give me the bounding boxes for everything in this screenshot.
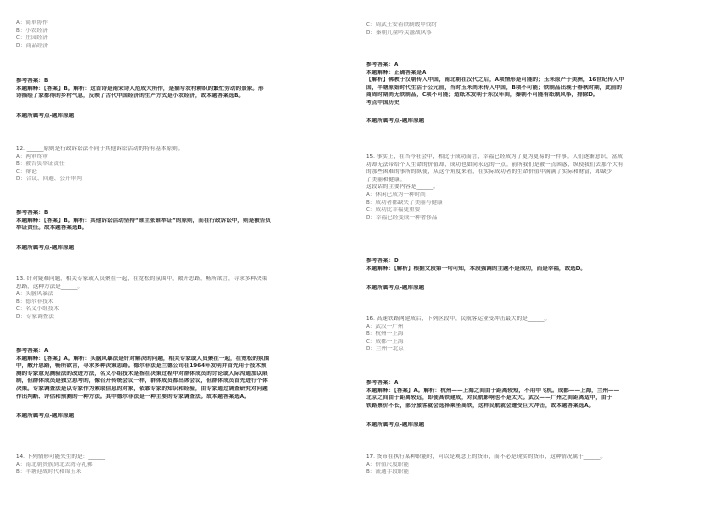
question-text: 12. ______原则是行政诉讼法不同于其他诉讼活动的特有基本原则。	[16, 146, 184, 152]
explanation-line: 诗描绘了家都得的乡村气息，反映了古代中国经济的生产方式是小农经济，故本题答案选B。	[16, 93, 245, 100]
explanation-line: 决策。专家调查法是以专家作为索取信息的对象，依靠专家的知识和经验，由专家通过调查研究对问题	[16, 385, 268, 392]
question-13	[16, 276, 362, 322]
question-text: 的那些困难的事所的纵使，从这个角度来看，在实际成功者的生命价值中满满了实际和财富，却缺少	[366, 169, 613, 176]
explanation-line: 测的专家意见测验法的改进方法，名义小组技术是指在决策过程中对群体成员的讨论或人际沟通加以限	[16, 370, 268, 377]
option-a: A：价值尺度职能	[366, 461, 409, 468]
option-b: B：杭州一上海	[366, 331, 404, 338]
question-text: 16. 高速铁路网建成后，下列区段中，民航客运业受冲击最大的是______。	[366, 316, 551, 322]
option-d: D：兰州一北京	[366, 346, 404, 353]
option-a: A：武汉一广州	[366, 323, 404, 330]
option-c: C：名义小组技术	[16, 306, 60, 313]
option-b: B：流通手段职能	[366, 469, 409, 476]
option-a: A：两审终审	[16, 153, 48, 160]
option-c: C：庄园经济	[16, 35, 48, 42]
explanation-line: 铁路票价不长，部分旅客就会选择乘坐高铁，这样民航就会遭受巨大冲击，故本题答案选A。	[366, 402, 595, 409]
option-a: A：简单协作	[16, 20, 48, 26]
question-text: 17. 货币在执行某种职能时，可以是观念上的货币，而不必是现实的货币，这种情况属于______。	[366, 454, 607, 460]
option-c: C：成功比幸福更重要	[366, 207, 421, 214]
explanation-line: 本题解释：【答案】B。解析：其他诉讼活动坚持“谁主张谁举证”的原则，而在行政诉讼中，则是被告负	[16, 217, 271, 224]
option-b: B：小农经济	[16, 27, 48, 34]
question-15	[366, 154, 712, 222]
option-c: C：周武王安着铁制镀甲伐纣	[366, 22, 438, 28]
answer-block-12	[16, 210, 362, 252]
reference-answer: 参考答案：B	[16, 210, 49, 216]
option-c: C：辩论	[16, 168, 37, 175]
explanation-line: 本题解释：【答案】A。解析：头脑风暴法是针对解决的问题，相关专家或人员聚在一起，在宽松的氛围	[16, 355, 270, 362]
question-14	[16, 454, 362, 477]
answer-label: 本题解释：正确答案是A	[366, 69, 427, 76]
question-text: 这段话的主要内容是______。	[366, 184, 439, 191]
topic-source: 本题所属考点-题库原题	[16, 112, 75, 119]
topic-source: 本题所属考点-题库原题	[16, 244, 75, 251]
explanation-line: 【解析】佛教于汉朝传入中国，南北朝在汉代之后，A项情形是可能的；玉米原产于美洲，16世纪传入中	[366, 77, 625, 84]
explanation-line: 中，敞开思路，畅所欲言，寻求多种决策思路。德尔菲法是兰德公司在1964年发明并首先用于技术预	[16, 363, 267, 370]
explanation-line: 本题解释：【解析】根据文段第一句可知，本段强调的主题不是成功，而是幸福，故选D。	[366, 265, 587, 272]
reference-answer: 参考答案：D	[366, 258, 399, 264]
option-c: C：成都一上海	[366, 338, 404, 345]
explanation-line: 北京之间由于距离较远，即使高铁建成，对民航影响也不是太大。武汉——广州之间距离适中，由于	[366, 395, 613, 402]
question-17	[366, 454, 712, 477]
question-16	[366, 316, 712, 354]
topic-source: 本题所属考点-题库原题	[16, 413, 75, 420]
topic-source: 本题所属考点-题库原题	[366, 422, 425, 429]
question-text: 了美丽和健康。	[366, 176, 406, 183]
option-d: D：幸福已经变成一种奢侈品	[366, 214, 438, 221]
answer-block-13	[16, 348, 362, 421]
answer-block-15	[366, 258, 712, 293]
option-b: B：半塘迎战时代和锦玉米	[16, 469, 82, 476]
question-text: 思路，这种方法是______。	[16, 283, 84, 290]
explanation-line: 本题解释：【答案】B。解析：这首诗是南宋诗人范成大所作，是描写农村耕织的繁忙劳动的景象。形	[16, 85, 264, 92]
option-d: D：商品经济	[16, 42, 49, 49]
option-a: A：南北朝贵族到北去湾寺礼佛	[16, 461, 93, 468]
topic-source: 本题所属考点-题库原题	[366, 285, 425, 292]
question-text: 13. 针对疑难问题，相关专家或人员聚在一起，在宽松的氛围中，敞开思路，畅所欲言，寻求多种决策	[16, 276, 268, 282]
answer-block-11	[16, 78, 362, 120]
explanation-line: 制，但群体成员是独立思考的，像召开传统会议一样，群体成员都出席会议，但群体成员首先进行个体	[16, 378, 268, 385]
reference-answer: 参考答案：A	[16, 348, 49, 354]
topic-source: 本题所属考点-题库原题	[366, 117, 425, 124]
answer-block-14	[366, 62, 712, 125]
option-d: D：合议、回避、公开审判	[16, 176, 82, 183]
option-b: B：被告负举证责任	[16, 161, 65, 168]
explanation-line: 国，半塘原始时代生活于公元前，当时玉米尚未传入中国，B项不可能；铁制品出现于春秋时期，此前的	[366, 84, 622, 91]
question-text: 功却无法带给个人生命的价值却，成功也如同永远的一点。前所我们是被一点困惑，纵使我们去那个大有	[366, 161, 624, 168]
option-d: D：专家调查法	[16, 313, 54, 320]
question-text: 14. 下列情形可能失生的是：______	[16, 454, 105, 460]
reference-answer: 参考答案：A	[366, 62, 399, 68]
question-text: 15. 事实上，在当今社会中，相比于成功而言，幸福已经成为了更为更易的一件事。人们逐渐意识，富成	[366, 154, 623, 160]
option-b: B：成功者都缺失了美丽与健康	[366, 199, 443, 206]
explanation-line: 商周时期尚无铁制品，C项不可能；造纸术发明于东汉年间，秦朝不可能有纸制风筝，排除D。	[366, 92, 599, 99]
explanation-line: 举证责任。故本题答案选B。	[16, 225, 88, 232]
question-11-options	[16, 20, 362, 50]
explanation-line: 作出判断、评估和预测的一种方法。其中德尔菲法是一种主要的专家调查法。故本题答案选A。	[16, 393, 250, 400]
topic-label: 考点中国历史	[366, 99, 400, 106]
explanation-line: 本题解释：【答案】A。解析：杭州——上海之间由于距离较短，不用中飞机。成都——上海，兰州——	[366, 387, 620, 394]
answer-block-16	[366, 380, 712, 430]
option-d: D：秦朝儿童吟关滋战风筝	[366, 29, 432, 36]
reference-answer: 参考答案：B	[16, 78, 49, 84]
question-14-options-cont	[366, 22, 712, 37]
reference-answer: 参考答案：A	[366, 380, 399, 386]
option-b: B：德尔菲技术	[16, 298, 54, 305]
option-a: A：头脑风暴法	[16, 291, 54, 298]
option-a: A：休闲已成为一种时尚	[366, 191, 426, 198]
question-12	[16, 146, 362, 184]
